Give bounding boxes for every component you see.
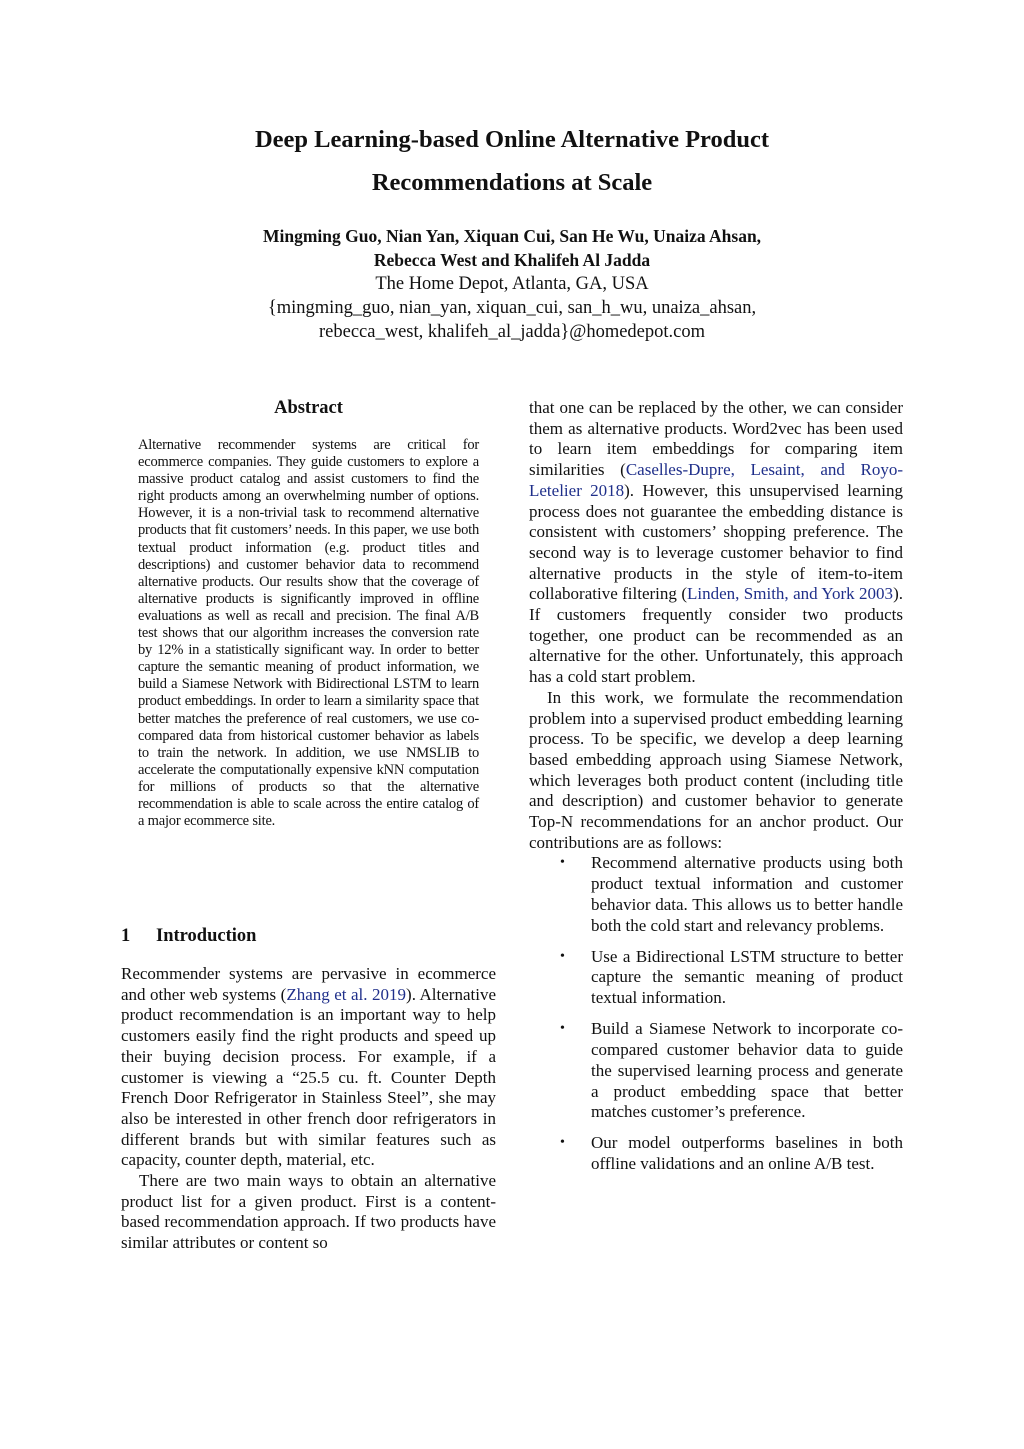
list-item-text: Use a Bidirectional LSTM structure to better capture the semantic meaning of product textual information. xyxy=(591,946,903,1008)
section-number: 1 xyxy=(121,926,131,946)
right-paragraph-1 xyxy=(529,398,903,688)
authors-line-2: Rebecca West and Khalifeh Al Jadda xyxy=(373,250,651,270)
bullet-icon: • xyxy=(560,855,565,871)
bullet-icon: • xyxy=(560,948,565,964)
intro-paragraph-1 xyxy=(121,964,496,1171)
emails-line-1: {mingming_guo, nian_yan, xiquan_cui, san_h_wu, unaiza_ahsan, xyxy=(267,298,757,318)
bullet-icon: • xyxy=(560,1021,565,1037)
list-item xyxy=(529,947,903,1009)
section-heading-introduction xyxy=(121,926,496,947)
text-run: ). Alternative product recommendation is an important way to help customers easily find the right products and speed up their buying decision process. For example, if a customer is viewing a “25.5 cu. ft. Counter Depth French Door Refrigerator in Stainless Steel”, she may also be interested in other french door refrigerators in different brands but with similar features such as capacity, counter depth, material, etc. xyxy=(121,984,496,1170)
title-line-1: Deep Learning-based Online Alternative Product xyxy=(254,126,770,153)
abstract-text: Alternative recommender systems are critical for ecommerce companies. They guide customers to explore a massive product catalog and assist customers to find the right products among an overwhelming number of options. However, it is a non-trivial task to recommend alternative products that fit customers’ needs. In this paper, we use both textual product information (e.g. product titles and descriptions) and customer behavior data to recommend alternative products. Our results show that the coverage of alternative products is significantly improved in offline evaluations as well as recall and precision. The final A/B test shows that our algorithm increases the conversion rate by 12% in a statistically significant way. In order to better capture the semantic meaning of product information, we build a Siamese Network with Bidirectional LSTM to learn product embeddings. In order to learn a similarity space that better matches the preference of real customers, we use co-compared data from historical customer behavior as labels to train the network. In addition, we use NMSLIB to accelerate the computationally expensive kNN computation for millions of products so that the alternative recommendation is able to scale across the entire catalog of a major ecommerce site. xyxy=(138,437,479,830)
list-item xyxy=(529,1019,903,1123)
right-column xyxy=(529,398,903,1175)
citation-link[interactable]: Linden, Smith, and York 2003 xyxy=(686,584,894,604)
affiliation xyxy=(112,272,912,344)
emails-line-2: rebecca_west, khalifeh_al_jadda}@homedepot.com xyxy=(319,322,705,342)
institution: The Home Depot, Atlanta, GA, USA xyxy=(375,274,649,294)
paper-title xyxy=(112,118,912,204)
abstract-heading: Abstract xyxy=(274,398,343,418)
list-item xyxy=(529,853,903,936)
bullet-icon: • xyxy=(560,1135,565,1151)
author-list xyxy=(112,224,912,272)
citation-link[interactable]: Caselles-Dupre, Lesaint, and Royo-Letelier 2018 xyxy=(529,460,903,500)
list-item-text: Build a Siamese Network to incorporate co-compared customer behavior data to guide the supervised learning process and generate a product embedding space that better matches customer’s preference. xyxy=(591,1019,903,1122)
text-run: ). If customers frequently consider two products together, one product can be recommended as an alternative for the other. Unfortunately, this approach has a cold start problem. xyxy=(529,584,903,687)
list-item-text: Our model outperforms baselines in both offline validations and an online A/B test. xyxy=(591,1133,903,1174)
text-run: that one can be replaced by the other, we can consider them as alternative products. Word2vec has been used to learn item embeddings for comparing item similarities ( xyxy=(529,398,903,480)
right-paragraph-2: In this work, we formulate the recommendation problem into a supervised product embedding learning process. To be specific, we develop a deep learning based embedding approach using Siamese Network, which leverages both product content (including title and description) and customer behavior to generate Top-N recommendations for an anchor product. Our contributions are as follows: xyxy=(529,687,903,852)
title-line-2: Recommendations at Scale xyxy=(371,169,653,196)
list-item xyxy=(529,1133,903,1174)
text-run: Recommender systems are pervasive in ecommerce and other web systems ( xyxy=(121,964,496,1004)
authors-line-1: Mingming Guo, Nian Yan, Xiquan Cui, San He Wu, Unaiza Ahsan, xyxy=(262,226,762,246)
introduction-body xyxy=(121,964,496,1254)
citation-link[interactable]: Zhang et al. 2019 xyxy=(286,984,407,1004)
intro-paragraph-2: There are two main ways to obtain an alternative product list for a given product. First is a content-based recommendation approach. If two products have similar attributes or content so xyxy=(121,1171,496,1253)
contribution-list xyxy=(529,853,903,1174)
text-run: ). However, this unsupervised learning process does not guarantee the embedding distance is consistent with customers’ shopping preference. The second way is to leverage customer behavior to find alternative products in the style of item-to-item collaborative filtering ( xyxy=(529,480,903,604)
list-item-text: Recommend alternative products using both product textual information and customer behavior data. This allows us to better handle both the cold start and relevancy problems. xyxy=(591,853,903,935)
section-title: Introduction xyxy=(156,926,257,946)
